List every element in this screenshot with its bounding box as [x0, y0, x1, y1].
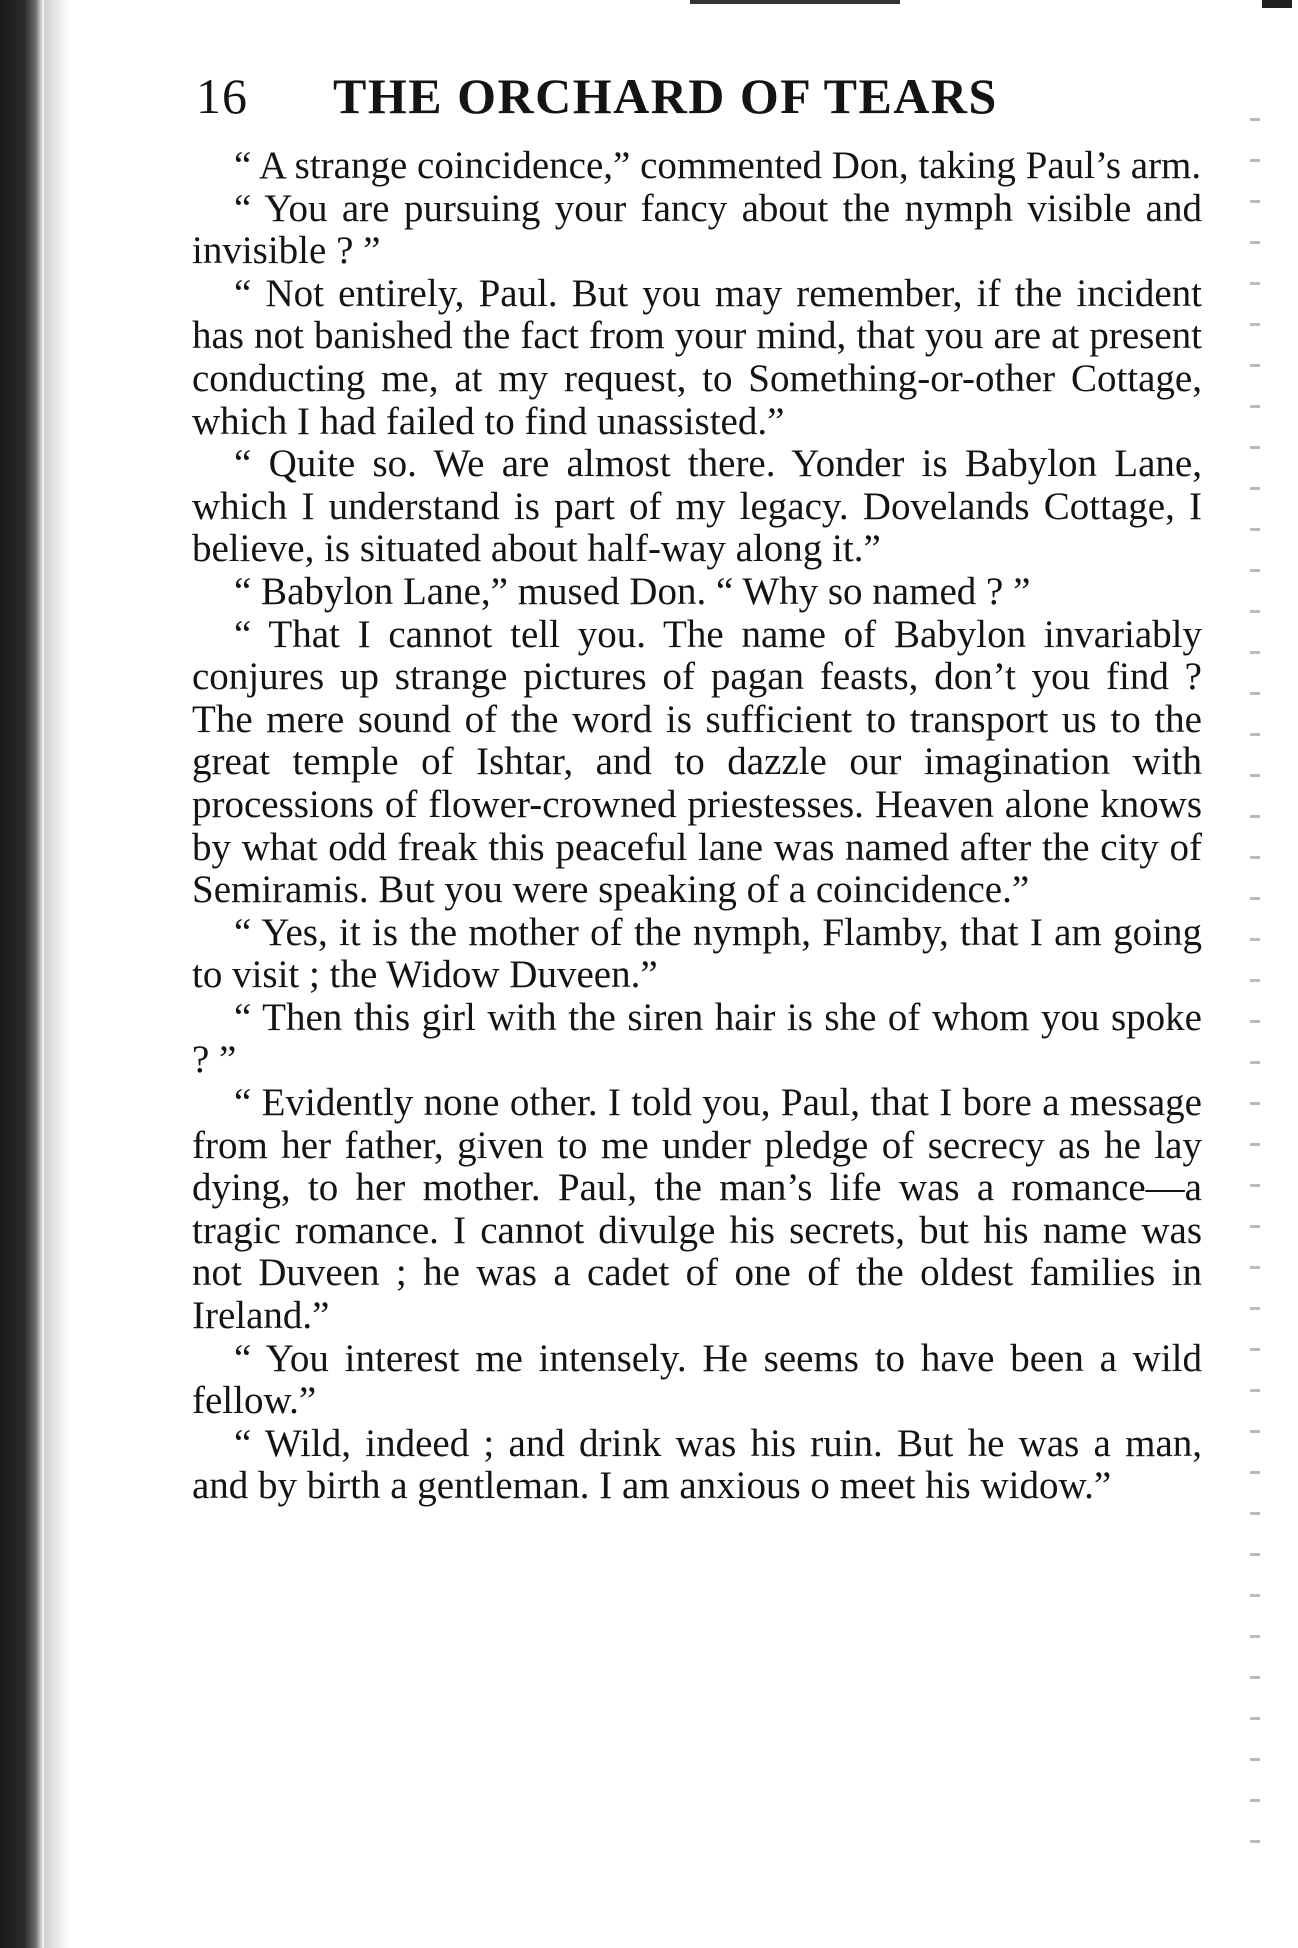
page-edge-specks — [1250, 80, 1260, 1880]
running-title: THE ORCHARD OF TEARS — [333, 68, 998, 124]
paragraph: “ You are pursuing your fancy about the nymph visible and invisible ? ” — [192, 186, 1202, 273]
paragraph: “ That I cannot tell you. The name of Babylon invariably conjures up strange pictures of pagan feasts, don’t you find ? The mere sound of the word is sufficient to transport us to the great temple of Ishtar, and to dazzle our imagination with processions of flower-crowned priestesses. Heaven alone knows by what odd freak this peaceful lane was named after the city of Semiramis. But you were speaking of a coincidence.” — [192, 612, 1202, 912]
corner-mark — [1262, 0, 1292, 8]
paragraph: “ Babylon Lane,” mused Don. “ Why so named ? ” — [234, 569, 1031, 613]
page-header — [196, 66, 1076, 126]
paragraph: “ Yes, it is the mother of the nymph, Flamby, that I am going to visit ; the Widow Duveen.” — [192, 910, 1202, 997]
paragraph: “ Evidently none other. I told you, Paul, that I bore a message from her father, given to me under pledge of secrecy as he lay dying, to her mother. Paul, the man’s life was a romance—a tragic romance. I cannot divulge his secrets, but his name was not Duveen ; he was a cadet of one of the oldest families in Ireland.” — [192, 1081, 1202, 1338]
paragraph: “ You interest me intensely. He seems to have been a wild fellow.” — [192, 1336, 1202, 1423]
book-spine-shadow — [0, 0, 44, 1948]
paragraph: “ Wild, indeed ; and drink was his ruin. But he was a man, and by birth a gentleman. I am anxious o meet his widow.” — [192, 1421, 1202, 1508]
top-edge-mark — [690, 0, 900, 4]
paragraph: “ Not entirely, Paul. But you may remember, if the incident has not banished the fact from your mind, that you are at present conducting me, at my request, to Something-or-other Cottage, which I had failed to find unassisted.” — [192, 271, 1202, 443]
body-text — [192, 145, 1202, 1508]
paragraph: “ Then this girl with the siren hair is she of whom you spoke ? ” — [192, 995, 1202, 1082]
paragraph: “ Quite so. We are almost there. Yonder is Babylon Lane, which I understand is part of my legacy. Dovelands Cottage, I believe, is situated about half-way along it.” — [192, 442, 1202, 571]
gutter-shadow — [44, 0, 70, 1948]
paragraph: “ A strange coincidence,” commented Don, taking Paul’s arm. — [234, 144, 1202, 187]
page-number: 16 — [196, 68, 248, 124]
